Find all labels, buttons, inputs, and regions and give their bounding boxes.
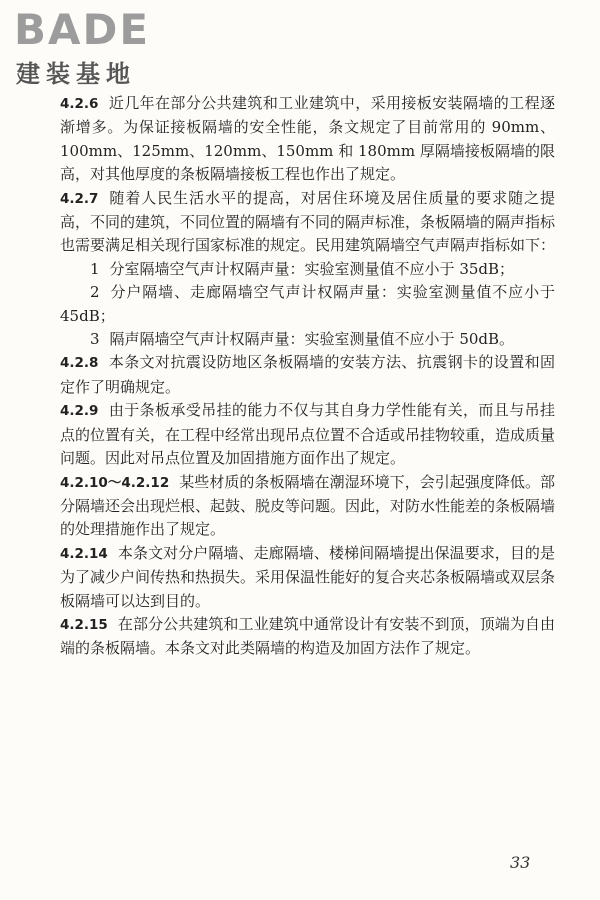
- clause-number: 4.2.8: [60, 355, 99, 372]
- clause-text: 某些材质的条板隔墙在潮湿环境下，会引起强度降低。部分隔墙还会出现烂根、起鼓、脱皮等问题。因此，对防水性能差的条板隔墙的处理措施作出了规定。: [60, 472, 556, 539]
- clause-paragraph: [60, 351, 555, 399]
- clause-text: 由于条板承受吊挂的能力不仅与其自身力学性能有关，而且与吊挂点的位置有关，在工程中经常出现吊点位置不合适或吊挂物较重，造成质量问题。因此对吊点位置及加固措施方面作出了规定。: [60, 401, 556, 468]
- list-item: [60, 328, 555, 351]
- item-number: 3: [90, 330, 100, 349]
- clause-text: 近几年在部分公共建筑和工业建筑中，采用接板安装隔墙的工程逐渐增多。为保证接板隔墙的安全性能，条文规定了目前常用的 90mm、100mm、125mm、120mm、150mm 和 180mm 厚隔墙接板隔墙的限高，对其他厚度的条板隔墙接板工程也作出了规定。: [60, 94, 555, 184]
- brand-logo: [14, 5, 184, 98]
- clause-number: 4.2.10～4.2.12: [60, 474, 170, 491]
- page-number: 33: [510, 853, 531, 872]
- clause-paragraph: [60, 613, 555, 661]
- clause-paragraph: [60, 92, 555, 187]
- clause-number: 4.2.7: [60, 190, 99, 207]
- clause-text: 在部分公共建筑和工业建筑中通常设计有安装不到顶，顶端为自由端的条板隔墙。本条文对此类隔墙的构造及加固方法作了规定。: [60, 614, 555, 658]
- logo-wordmark: BADE: [14, 5, 151, 54]
- clause-text: 随着人民生活水平的提高，对居住环境及居住质量的要求随之提高，不同的建筑，不同位置的隔墙有不同的隔声标准，条板隔墙的隔声指标也需要满足相关现行国家标准的规定。民用建筑隔墙空气声隔声指标如下：: [60, 188, 556, 255]
- logo-subtitle: 建装基地: [16, 60, 136, 88]
- clause-number: 4.2.6: [60, 96, 99, 112]
- item-number: 1: [90, 259, 100, 278]
- item-text: 隔声隔墙空气声计权隔声量：实验室测量值不应小于 50dB。: [109, 330, 515, 349]
- clause-text: 本条文对抗震设防地区条板隔墙的安装方法、抗震钢卡的设置和固定作了明确规定。: [60, 353, 555, 396]
- item-text: 分户隔墙、走廊隔墙空气声计权隔声量：实验室测量值不应小于 45dB；: [60, 283, 555, 325]
- list-item: [60, 258, 555, 281]
- clause-paragraph: [60, 542, 555, 613]
- clause-text: 本条文对分户隔墙、走廊隔墙、楼梯间隔墙提出保温要求，目的是为了减少户间传热和热损失。采用保温性能好的复合夹芯条板隔墙或双层条板隔墙可以达到目的。: [60, 543, 556, 610]
- document-body: [60, 92, 555, 661]
- item-number: 2: [90, 283, 100, 302]
- item-text: 分室隔墙空气声计权隔声量：实验室测量值不应小于 35dB；: [109, 259, 515, 278]
- clause-paragraph: [60, 399, 555, 470]
- clause-paragraph: [60, 187, 555, 258]
- clause-number: 4.2.15: [60, 616, 108, 633]
- clause-paragraph: [60, 471, 555, 542]
- list-item: [60, 281, 555, 328]
- clause-number: 4.2.14: [60, 545, 108, 562]
- clause-number: 4.2.9: [60, 403, 99, 420]
